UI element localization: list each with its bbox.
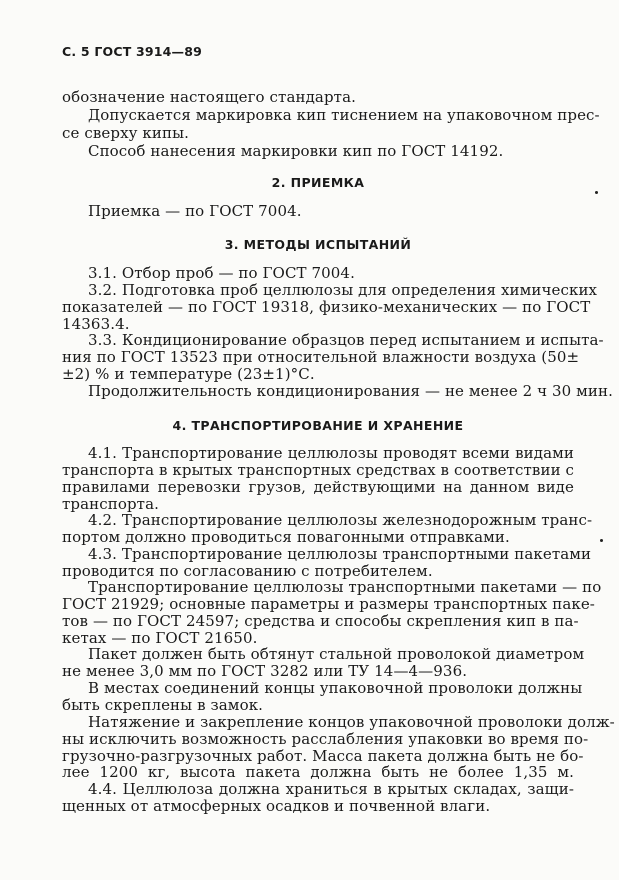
- text-line: лее 1200 кг, высота пакета должна быть не более 1,35 м.: [62, 763, 574, 781]
- text-line: ния по ГОСТ 13523 при относительной влажности воздуха (50±: [62, 348, 580, 366]
- text-line: Натяжение и закрепление концов упаковочной проволоки долж-: [88, 713, 615, 731]
- section-heading-acceptance: 2. ПРИЕМКА: [271, 175, 365, 190]
- text-line: обозначение настоящего стандарта.: [62, 88, 356, 106]
- text-line: транспорта.: [62, 495, 159, 513]
- text-line: Допускается маркировка кип тиснением на упаковочном прес-: [88, 106, 600, 124]
- text-line: не менее 3,0 мм по ГОСТ 3282 или ТУ 14—4—936.: [62, 662, 468, 680]
- text-line: 3.2. Подготовка проб целлюлозы для определения химических: [88, 281, 598, 299]
- text-line: 14363.4.: [62, 315, 130, 333]
- text-line: тов — по ГОСТ 24597; средства и способы скрепления кип в па-: [62, 612, 579, 630]
- text-line: ны исключить возможность расслабления упаковки во время по-: [62, 730, 589, 748]
- section-heading-test-methods: 3. МЕТОДЫ ИСПЫТАНИЙ: [224, 237, 412, 252]
- section-heading-transport-storage: 4. ТРАНСПОРТИРОВАНИЕ И ХРАНЕНИЕ: [172, 418, 464, 433]
- text-line: кетах — по ГОСТ 21650.: [62, 629, 258, 647]
- speck-mark: [595, 191, 598, 194]
- text-line: быть скреплены в замок.: [62, 696, 264, 714]
- text-line: ГОСТ 21929; основные параметры и размеры транспортных пакe-: [62, 595, 595, 613]
- text-line: Приемка — по ГОСТ 7004.: [88, 202, 302, 220]
- text-line: Способ нанесения маркировки кип по ГОСТ 14192.: [88, 142, 504, 160]
- text-line: 4.1. Транспортирование целлюлозы проводят всеми видами: [88, 444, 574, 462]
- text-line: Пакет должен быть обтянут стальной проволокой диаметром: [88, 645, 585, 663]
- text-line: Продолжительность кондиционирования — не менее 2 ч 30 мин.: [88, 382, 613, 400]
- text-line: В местах соединений концы упаковочной проволоки должны: [88, 679, 583, 697]
- text-line: правилами перевозки грузов, действующими на данном виде: [62, 478, 574, 496]
- text-line: щенных от атмосферных осадков и почвенной влаги.: [62, 797, 491, 815]
- text-line: 4.4. Целлюлоза должна храниться в крытых складах, защи-: [88, 780, 574, 798]
- text-line: Транспортирование целлюлозы транспортными пакетами — по: [88, 578, 602, 596]
- text-line: 4.3. Транспортирование целлюлозы транспортными пакетами: [88, 545, 592, 563]
- text-line: проводится по согласованию с потребителем.: [62, 562, 433, 580]
- text-line: 3.3. Кондиционирование образцов перед испытанием и испыта-: [88, 331, 604, 349]
- text-line: транспорта в крытых транспортных средствах в соответствии с: [62, 461, 575, 479]
- text-line: портом должно проводиться повагонными отправками.: [62, 528, 510, 546]
- text-line: грузочно-разгрузочных работ. Масса пакета должна быть не бо-: [62, 747, 584, 765]
- text-line: ±2) % и температуре (23±1)°С.: [62, 365, 315, 383]
- text-line: 4.2. Транспортирование целлюлозы железнодорожным транс-: [88, 511, 593, 529]
- text-line: 3.1. Отбор проб — по ГОСТ 7004.: [88, 264, 355, 282]
- speck-mark: [600, 539, 603, 542]
- text-line: показателей — по ГОСТ 19318, физико-механических — по ГОСТ: [62, 298, 591, 316]
- text-line: се сверху кипы.: [62, 124, 190, 142]
- page-header: С. 5 ГОСТ 3914—89: [62, 44, 203, 59]
